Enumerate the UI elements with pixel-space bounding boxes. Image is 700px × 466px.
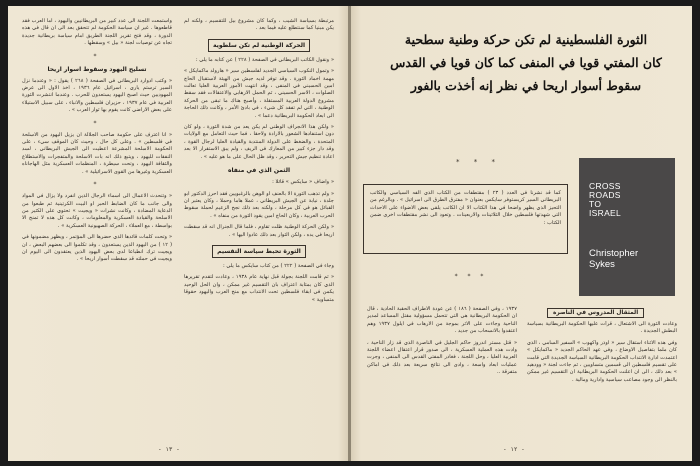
paragraph: « ولكن هذا الانجراف الوطني لم يكن يعد من شدة الثورة ، ولو كان دون استنفادها الشعور بالارادة ولاحقا ، فما حيث التعامل مع الولايات المتحدة ، والضغط على الدولة المنتدبة والقيادة العليا لرجال القوة ، وقد دار جزء كبير من المعارك في الريف ، ولم يبق الاستقرار الا بعد اعادة تنظيم جيش التحرير ، وقد ظل الحال على ما هو عليه » . [184, 124, 334, 160]
paragraph: واستمعت اللجنة الى عدد كبير من البريطانيين واليهود ، اما العرب فقد قاطعوها . غير ان سياسة الحكومة لم تتحقق بعد الى ان قال في هذه الدورة ، وقد فتح تقرير اللجنة الطريق امام سياسة بريطانية جديدة تجاه عن توصيات لجنة « بيل » وسقطها . [22, 18, 172, 47]
intro-excerpt-box [363, 184, 568, 254]
left-page-column-a [22, 18, 172, 428]
book-cover-image [579, 158, 675, 296]
headline-line: سقوط أسوار اريحا في نظر إنه أخذت بالفور [410, 78, 642, 93]
paragraph: « وكتب ادوارد البريطاني في الصفحة ( ٢٦٨ ) يقول : « وعندما نزل السير ترستم ياري ، اسرائيل عام ١٩٣٦ ، اخذ الاول الى عرض المهوديين حيث اصبح اليهود يستعدون للحرب . وعندما انتشرت الثورة العربية في عام ١٩٣٧ ، حزيران فلسطين والانباء ، على سبيل الاستيلاء على بعض الاراضي كانت يقوم بها ثوار العرب » . [22, 77, 172, 114]
right-page-column-a [367, 306, 517, 431]
paragraph: ١٩٣٧ ، وفي الصفحة ( ١٨٦ ) عن عودة الاطراف الحقبة الحادية ، قال ان الحكومة البريطانية هي التي تتحمل مسؤولية مقتل المساعد لمدير الناحية وجاءت على الاثر بموجة من الارهاب في ايلول ١٩٣٧ وهم اعتقدوا بالانسحاب من جديد . [367, 306, 517, 335]
paragraph: « ونقول الكاتب البريطاني في الصفحة ( ٢٢٨ ) عن كتابه ما يلي : [195, 56, 334, 63]
page-number: - ١٢ - [503, 446, 525, 453]
paragraph: « وتحت كلمات قائدها الذي حضرها الى المؤتمر ، ويظهر مضمونها في ( ١٢ ) من اليهود الذين يستعدون ، وقد تكلموا الى بعضهم البعض ، ان ويجيت ترك انطباعا لدى بعض اليهود الذين يعتقدون الى اليوم ان ويجيت في حملته قد سقطت أسوار اريحا » . [22, 234, 172, 263]
separator-stars: * [93, 52, 101, 60]
paragraph: وفي هذه الاثناء استقال سير « اوذر واكهوب » السفير السامي ، الذي كان ملما بتفاصيل الاوضاع ، وفي عهد الحاكم الجديد « ماكمايكل » اعتمدت ادارة الانتداب الحكومة البريطانية السياسة الجديدة التي قامت على تقسيم فلسطين الى قسمين متساويين ، ثم جاءت لجنة « وودهيد » بعد ذلك ، الى ان اعلنت الحكومة البريطانية ان التقسيم غير ممكن بالنظر الى وجود مصاعب سياسية وادارية ومالية . [527, 339, 677, 383]
left-page [8, 6, 348, 461]
book-title: CROSS ROADS TO ISRAEL [589, 181, 622, 218]
page-number: - ١٣ - [158, 446, 180, 453]
paragraph: « ثم قامت اللجنة بجولة قبل نهاية عام ١٩٣٨ ، وعادت لتقدم تقريرها الذي كان بمثابة اعتراف بان التقسيم غير ممكن ، وان الحل الوحيد يكمن في ابقاء فلسطين تحت الانتداب مع منح العرب واليهود حقوقا متساوية » [184, 274, 334, 303]
right-page [351, 6, 692, 461]
section-heading: تسليح اليهود وسقوط اسوار اريحا [47, 65, 147, 73]
section-heading: الثمن الذي في منفاه [228, 167, 290, 175]
paragraph: « وتمول النكوب السياسي الجديد لفلسطين سير « هارولد ماكمايكل » مهمة اخماد الثورة . وقد توفر لديه جيش من الهيئة لاستقبال الحاج امين الحسيني في المنفى ، وقد انتهت الأمور العربية العليا تعالت الصلوات ، الاسر الحسيني ، ثم الحمل الارهابي والاعتقالات فقد سقط مشروع الدولة العربية المستقلة ، وأصبح هناك ما تبقى من الحركة الوطنية ، التي لم تفقد كل شيء ، في بادئ الأمر ، وكانت ذلك الحاجة الى ابعاد الحكومة البريطانية دعما » . [184, 68, 334, 119]
paragraph: « ولم تذهب الثورة الا بالعنف او الوهن بالرغبويين فقد احرز الدكتور ابو جلدة ، نيابة عن الجيش البريطاني ، عملا هاما وحملا ، وكان يعتبر ان القبائل هو في كل مرحلة ، ولكنه بعد ذلك نجح الزعيم لحملة سقوط الحرب العربية ، وكان الحاج امين يقود الثورة من منفاه » . [184, 190, 334, 219]
left-page-column-b [184, 18, 334, 428]
section-heading: الثورة تحبط سياسة التقسيم [212, 245, 306, 258]
headline-block [381, 28, 671, 97]
paragraph: وجاء في الصفحة ( ٢٢٢ ) من كتاب سايكس ما يلي : [222, 262, 334, 269]
section-heading: المثقال المدروس في الناصرة [547, 308, 644, 318]
paragraph: مرتبطة بسياسة الشيب ، وكما كان مشروع بيل للتقسيم ، ولكنه لم يكن مبنيا كما سنتطلع عليه فيما بعد . [184, 18, 334, 32]
magazine-spread [8, 6, 692, 461]
paragraph: « انا اعترف على حكومة صاحب الجلالة ان يزيل اليهود من الاسلحة في فلسطين » . وعلى كل حال ، وحيث كان الموقف سيء ، على الحكومة الاسلحة المشرعة اعطيت الى الجيش البريطاني ، لسد النفقات لليهود ، ويتبع ذلك انه بات الاسلحة والمتفجرات والاستطلاع والثقافة اليهود ، وتحت سيطرة ، المنظمات العسكرية مثل الهاجاناه العسكرية وغيرها من القوى الاسرائيلية » . [22, 131, 172, 175]
paragraph: « ولكن الحركة الوطنية ظلت تقاوم ، فلما قال الجنرال انه قد سقطت اريحا في يده ، ولكن الثوار بعد ذلك عادوا اليها » . [184, 224, 334, 238]
section-heading: الحركة الوطنية لم تكن سلطوية [208, 39, 310, 52]
separator-stars: * [93, 181, 101, 189]
headline-line: كان المفتي قويا في المنفى كما كان قويا في القدس [390, 55, 662, 70]
paragraph: وعادت الثورة الى الاشتعال ، قرأت عليها الحكومة البريطانية بسياسة البطش الجديدة . [527, 321, 677, 335]
right-page-column-b [527, 321, 677, 431]
separator-stars: * * * [454, 273, 488, 280]
paragraph: « واضاف « سايكس » قائلا : [272, 179, 334, 186]
separator-stars: * [93, 119, 101, 127]
paragraph: « قتل مستر اندروز حاكم الجليل في الناصرة الذي قد زار الناحية ، وادت هذه العملية العسكرية ، الى صدور قرار اعتقال اعضاء اللجنة العربية العليا ، وحل اللجنة ، فغادر المفتي القدس الى المنفى ، وجرت عمليات ابعاد واسعة ، وادى الى نتائج سريعة بعد ذلك في اماكن متفرقة .. [367, 339, 517, 376]
headline-line: الثورة الفلسطينية لم تكن حركة وطنية سطحية [404, 32, 648, 47]
intro-text: كما قد نشرنا في العدد ( ٢٣ ) مقتطفات من الكتاب الذي الفه السياسي والكاتب البريطاني السير كريستوفر سايكس بعنوان « مفترق الطرق الى اسرائيل » . ويالرغم من التحيز الذي يظهر واضحا في هذا الكتاب الا ان الكاتب يلقي بعض الاضواء على الاحداث التي شهدتها فلسطين خلال الثلاثينات والاربعينات . وتعود الى نشر مقتطفات اخرى ضمن الكتاب : [370, 190, 561, 226]
paragraph: « وتتحدث الاعمال الى اسماء الرجال الذين انفرد ولا يزال في المواد والى جانب ما كان الضابط الحبر او البيت الكرتينية ثم طبعوا من الدعاية المضادة ، وكانت نشرات « ويجيت » تحتوي على الكثير من الاسلحة والقيادة العسكرية والمعلومات ، وكانت كل هذه لا تمنح الا بواسطة ، مع العملاء ، الحركة الصهيونية العسكرية » . [22, 193, 172, 229]
book-author: Christopher Sykes [589, 248, 639, 270]
separator-stars: * * * [456, 158, 501, 166]
